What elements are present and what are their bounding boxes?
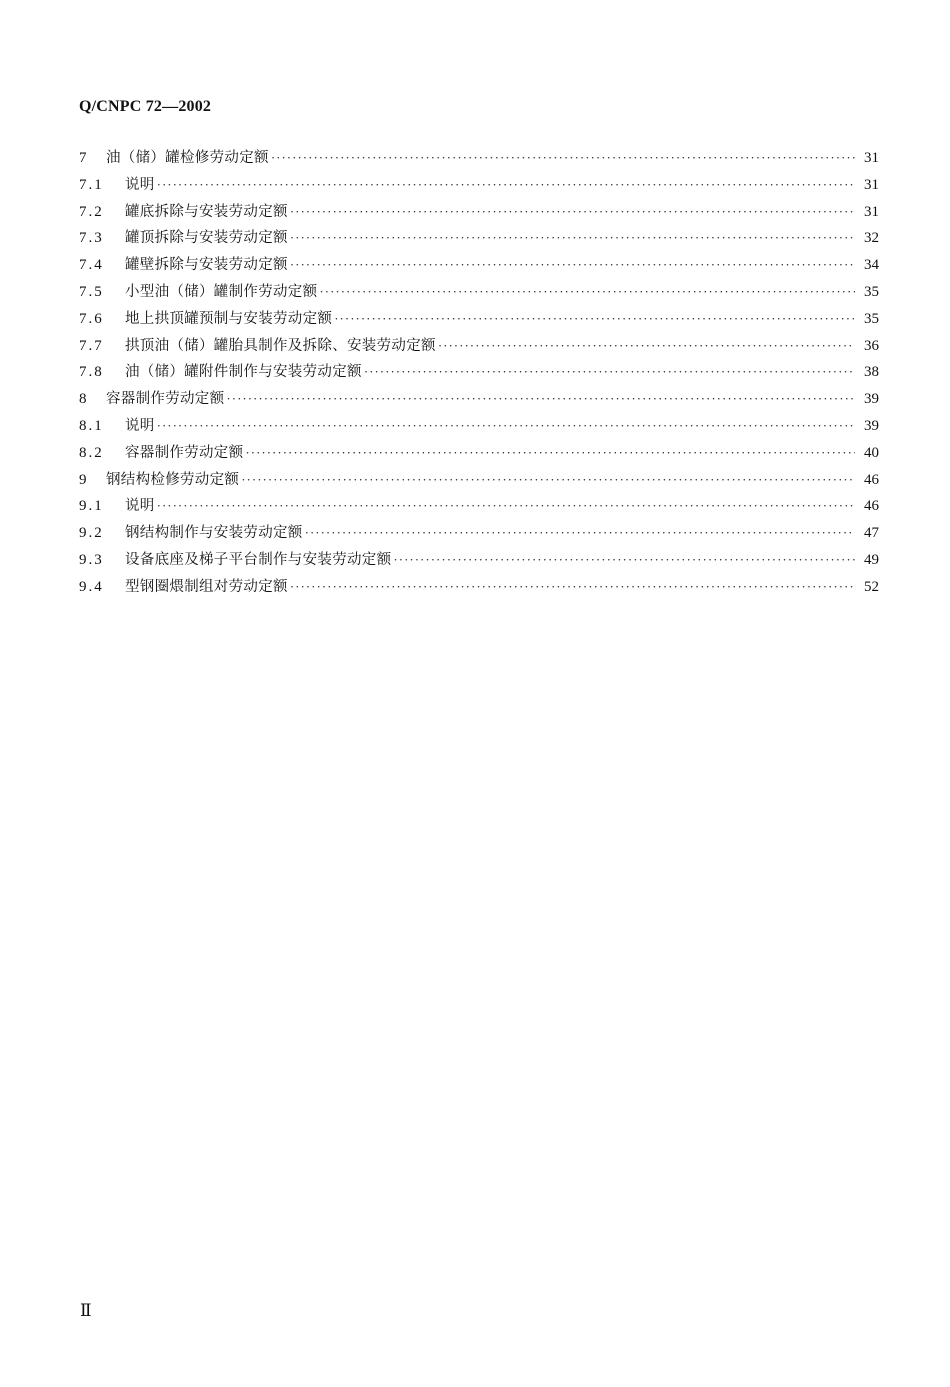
toc-entry-page: 32: [864, 230, 879, 247]
toc-entry-page: 31: [864, 176, 879, 193]
toc-dot-leader: [226, 386, 855, 413]
toc-entry-number: 8: [79, 391, 89, 408]
toc-entry-title: 容器制作劳动定额: [125, 444, 244, 461]
toc-entry[interactable]: [79, 386, 879, 413]
toc-entry-number: 7.3: [79, 230, 104, 247]
toc-dot-leader: [290, 574, 855, 601]
toc-entry-number: 7.4: [79, 257, 104, 274]
toc-entry[interactable]: [79, 279, 879, 306]
toc-dot-leader: [393, 547, 855, 574]
toc-entry-title: 说明: [125, 498, 155, 515]
toc-entry-page: 52: [864, 578, 879, 595]
toc-entry[interactable]: [79, 547, 879, 574]
toc-entry-title: 拱顶油（储）罐胎具制作及拆除、安装劳动定额: [125, 337, 436, 354]
toc-dot-leader: [157, 172, 855, 199]
toc-dot-leader: [157, 413, 855, 440]
toc-entry-title: 容器制作劳动定额: [106, 391, 225, 408]
toc-entry-page: 40: [864, 444, 879, 461]
toc-entry-page: 46: [864, 471, 879, 488]
toc-entry-title: 罐顶拆除与安装劳动定额: [125, 230, 288, 247]
toc-entry-number: 8.2: [79, 444, 104, 461]
toc-entry-number: 9.3: [79, 551, 104, 568]
toc-entry[interactable]: [79, 252, 879, 279]
toc-entry-page: 36: [864, 337, 879, 354]
toc-entry-title: 说明: [125, 417, 155, 434]
toc-dot-leader: [271, 145, 855, 172]
toc-entry-title: 说明: [125, 176, 155, 193]
toc-entry[interactable]: [79, 172, 879, 199]
toc-entry-title: 钢结构制作与安装劳动定额: [125, 525, 303, 542]
toc-entry[interactable]: [79, 520, 879, 547]
toc-entry-number: 7.7: [79, 337, 104, 354]
toc-entry-title: 型钢圈煨制组对劳动定额: [125, 578, 288, 595]
toc-entry-number: 7.5: [79, 283, 104, 300]
toc-entry-title: 罐底拆除与安装劳动定额: [125, 203, 288, 220]
toc-dot-leader: [334, 306, 855, 333]
toc-entry-title: 油（储）罐检修劳动定额: [106, 150, 269, 166]
toc-entry-title: 罐壁拆除与安装劳动定额: [125, 257, 288, 274]
toc-entry-page: 34: [864, 257, 879, 274]
toc-dot-leader: [438, 333, 855, 360]
toc-entry[interactable]: [79, 145, 879, 172]
toc-dot-leader: [157, 493, 855, 520]
toc-entry-number: 7.8: [79, 364, 104, 381]
toc-entry[interactable]: [79, 440, 879, 467]
toc-entry-page: 39: [864, 417, 879, 434]
toc-dot-leader: [364, 359, 855, 386]
toc-entry-title: 小型油（储）罐制作劳动定额: [125, 283, 318, 300]
toc-dot-leader: [245, 440, 855, 467]
page-number-roman: Ⅱ: [80, 1301, 92, 1320]
toc-dot-leader: [305, 520, 855, 547]
document-code: Q/CNPC 72—2002: [79, 98, 212, 115]
toc-entry-number: 9.2: [79, 525, 104, 542]
toc-entry-number: 9.4: [79, 578, 104, 595]
table-of-contents: [79, 145, 879, 601]
toc-entry[interactable]: [79, 306, 879, 333]
toc-entry-number: 8.1: [79, 417, 104, 434]
toc-entry[interactable]: [79, 333, 879, 360]
toc-dot-leader: [290, 225, 855, 252]
toc-entry-page: 39: [864, 391, 879, 408]
toc-entry[interactable]: [79, 467, 879, 494]
toc-entry[interactable]: [79, 225, 879, 252]
toc-entry-title: 钢结构检修劳动定额: [106, 471, 240, 488]
toc-entry[interactable]: [79, 359, 879, 386]
toc-entry-page: 47: [864, 525, 879, 542]
toc-dot-leader: [319, 279, 855, 306]
toc-entry-page: 31: [864, 150, 879, 166]
toc-entry-number: 7.2: [79, 203, 104, 220]
toc-entry-page: 46: [864, 498, 879, 515]
toc-entry[interactable]: [79, 493, 879, 520]
toc-entry-page: 38: [864, 364, 879, 381]
toc-dot-leader: [241, 467, 855, 494]
toc-entry-title: 设备底座及梯子平台制作与安装劳动定额: [125, 551, 392, 568]
toc-entry-number: 9.1: [79, 498, 104, 515]
toc-entry[interactable]: [79, 199, 879, 226]
toc-entry-page: 35: [864, 310, 879, 327]
toc-dot-leader: [290, 252, 855, 279]
toc-entry-page: 35: [864, 283, 879, 300]
toc-entry-number: 7: [79, 150, 89, 166]
toc-entry[interactable]: [79, 574, 879, 601]
toc-dot-leader: [290, 199, 855, 226]
toc-entry-number: 7.1: [79, 176, 104, 193]
toc-entry-title: 油（储）罐附件制作与安装劳动定额: [125, 364, 362, 381]
toc-entry[interactable]: [79, 413, 879, 440]
toc-entry-title: 地上拱顶罐预制与安装劳动定额: [125, 310, 333, 327]
toc-entry-page: 49: [864, 551, 879, 568]
toc-entry-number: 9: [79, 471, 89, 488]
toc-entry-page: 31: [864, 203, 879, 220]
toc-entry-number: 7.6: [79, 310, 104, 327]
